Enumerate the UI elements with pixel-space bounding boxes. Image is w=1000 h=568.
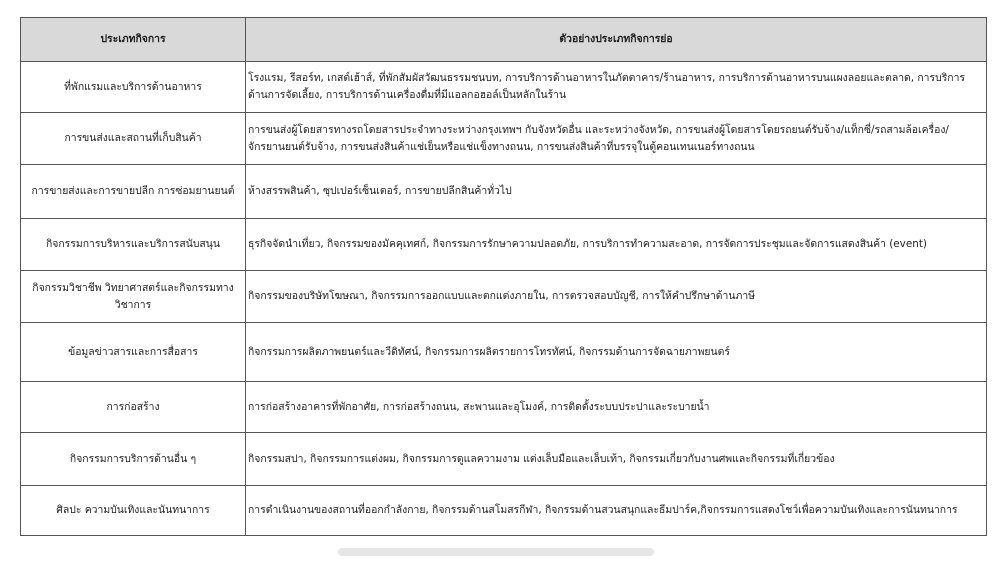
category-cell: การก่อสร้าง bbox=[21, 382, 246, 433]
category-cell: การขนส่งและสถานที่เก็บสินค้า bbox=[21, 113, 246, 165]
category-cell: กิจกรรมวิชาชีพ วิทยาศาสตร์และกิจกรรมทางวิชาการ bbox=[21, 271, 246, 323]
examples-cell: ธุรกิจจัดนำเที่ยว, กิจกรรมของมัคคุเทศก์, กิจกรรมการรักษาความปลอดภัย, การบริการทำความสะอาด, การจัดการประชุมและจัดการแสดงสินค้า (event) bbox=[246, 219, 987, 271]
header-examples: ตัวอย่างประเภทกิจการย่อ bbox=[246, 18, 987, 62]
category-cell: ข้อมูลข่าวสารและการสื่อสาร bbox=[21, 323, 246, 382]
table-row bbox=[21, 219, 987, 271]
examples-cell: การก่อสร้างอาคารที่พักอาศัย, การก่อสร้างถนน, สะพานและอุโมงค์, การติดตั้งระบบประปาและระบายน้ำ bbox=[246, 382, 987, 433]
table-row bbox=[21, 486, 987, 536]
examples-cell: กิจกรรมสปา, กิจกรรมการแต่งผม, กิจกรรมการดูแลความงาม แต่งเล็บมือและเล็บเท้า, กิจกรรมเกี่ยวกับงานศพและกิจกรรมที่เกี่ยวข้อง bbox=[246, 433, 987, 486]
horizontal-scrollbar[interactable] bbox=[338, 548, 654, 556]
table-row bbox=[21, 62, 987, 113]
examples-cell: กิจกรรมการผลิตภาพยนตร์และวีดิทัศน์, กิจกรรมการผลิตรายการโทรทัศน์, กิจกรรมด้านการจัดฉายภาพยนตร์ bbox=[246, 323, 987, 382]
category-cell: ศิลปะ ความบันเทิงและนันทนาการ bbox=[21, 486, 246, 536]
examples-cell: การดำเนินงานของสถานที่ออกกำลังกาย, กิจกรรมด้านสโมสรกีฬา, กิจกรรมด้านสวนสนุกและธีมปาร์ค,กิจกรรมการแสดงโชว์เพื่อความบันเทิงและการนันทนาการ bbox=[246, 486, 987, 536]
examples-cell: ห้างสรรพสินค้า, ซุปเปอร์เซ็นเตอร์, การขายปลีกสินค้าทั่วไป bbox=[246, 165, 987, 219]
table-row bbox=[21, 382, 987, 433]
examples-cell: การขนส่งผู้โดยสารทางรถโดยสารประจำทางระหว่างกรุงเทพฯ กับจังหวัดอื่น และระหว่างจังหวัด, การขนส่งผู้โดยสารโดยรถยนต์รับจ้าง/แท็กซี่/รถสามล้อเครื่อง/จักรยานยนต์รับจ้าง, การขนส่งสินค้าแช่เย็นหรือแช่แข็งทางถนน, การขนส่งสินค้าที่บรรจุในตู้คอนเทนเนอร์ทางถนน bbox=[246, 113, 987, 165]
table-header-row bbox=[21, 18, 987, 62]
examples-cell: โรงแรม, รีสอร์ท, เกสต์เฮ้าส์, ที่พักสัมผัสวัฒนธรรมชนบท, การบริการด้านอาหารในภัตตาคาร/ร้านอาหาร, การบริการด้านอาหารบนแผงลอยและตลาด, การบริการด้านการจัดเลี้ยง, การบริการด้านเครื่องดื่มที่มีแอลกอฮอล์เป็นหลักในร้าน bbox=[246, 62, 987, 113]
table-row bbox=[21, 113, 987, 165]
table-row bbox=[21, 433, 987, 486]
category-cell: กิจกรรมการบริการด้านอื่น ๆ bbox=[21, 433, 246, 486]
table-row bbox=[21, 323, 987, 382]
business-types-table bbox=[20, 17, 987, 536]
category-cell: กิจกรรมการบริหารและบริการสนับสนุน bbox=[21, 219, 246, 271]
examples-cell: กิจกรรมของบริษัทโฆษณา, กิจกรรมการออกแบบและตกแต่งภายใน, การตรวจสอบบัญชี, การให้คำปรึกษาด้านภาษี bbox=[246, 271, 987, 323]
table-row bbox=[21, 165, 987, 219]
category-cell: ที่พักแรมและบริการด้านอาหาร bbox=[21, 62, 246, 113]
table-row bbox=[21, 271, 987, 323]
header-category: ประเภทกิจการ bbox=[21, 18, 246, 62]
category-cell: การขายส่งและการขายปลีก การซ่อมยานยนต์ bbox=[21, 165, 246, 219]
